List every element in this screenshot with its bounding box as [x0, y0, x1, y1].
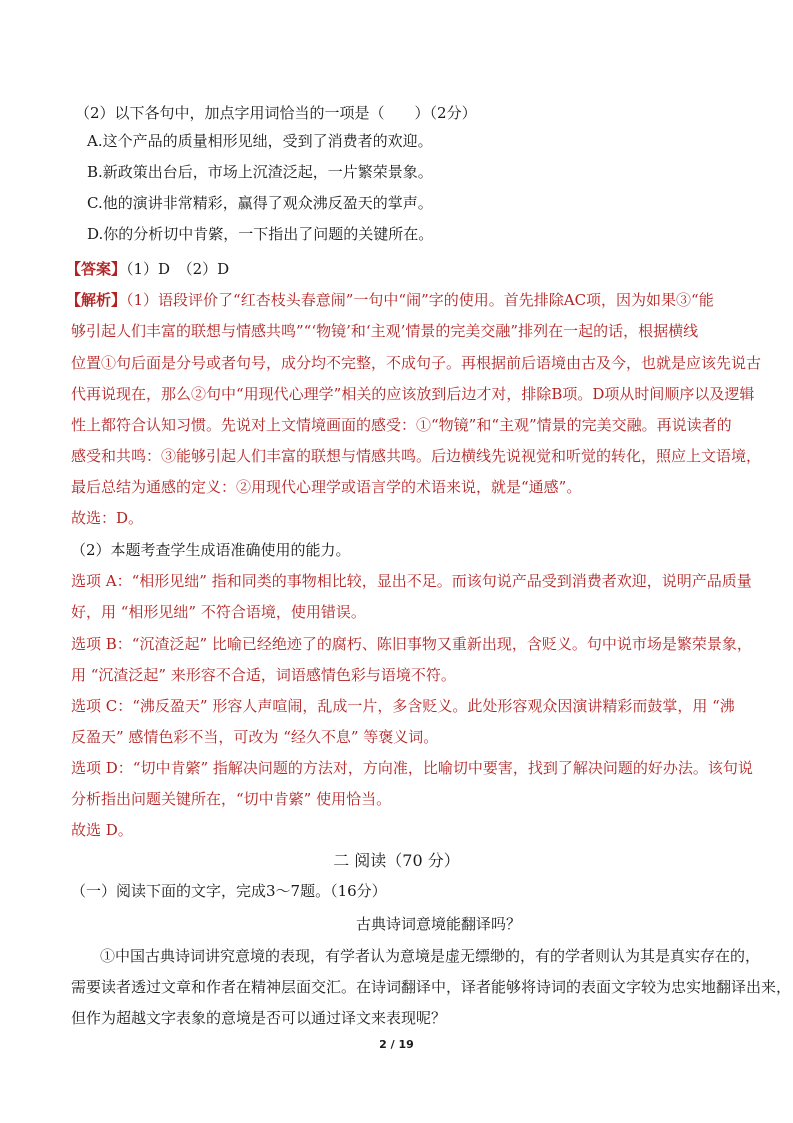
- section-heading: 二 阅读（70 分）: [333, 851, 460, 870]
- answer-tag: 【答案】: [66, 260, 127, 278]
- analysis-line-5: 性上都符合认知习惯。先说对上文情境画面的感受：①“物镜”和“主观”情景的完美交融。再说读者的: [71, 416, 732, 434]
- analysis-line-1: 【解析】（1）语段评价了“红杏枝头春意闹”一句中“闹”字的使用。首先排除AC项，因为如果③“能: [66, 291, 714, 309]
- option-c-explain-1: 选项 C：“沸反盈天” 形容人声喧闹，乱成一片，多含贬义。此处形容观众因演讲精彩而鼓掌，用 “沸: [71, 697, 735, 715]
- analysis-line-7: 最后总结为通感的定义：②用现代心理学或语言学的术语来说，就是“通感”。: [71, 478, 582, 496]
- option-b-explain-1: 选项 B：“沉渣泛起” 比喻已经绝迹了的腐朽、陈旧事物又重新出现，含贬义。句中说市场是繁荣景象，: [71, 635, 752, 653]
- paragraph-line-2: 需要读者透过文章和作者在精神层面交汇。在诗词翻译中，译者能够将诗词的表面文字较为忠实地翻译出来，: [71, 978, 792, 996]
- article-title: 古典诗词意境能翻译吗？: [355, 915, 521, 933]
- option-d-explain-1: 选项 D：“切中肯綮” 指解决问题的方法对，方向准，比喻切中要害，找到了解决问题的好办法。该句说: [71, 759, 753, 777]
- analysis-tag: 【解析】: [66, 291, 127, 309]
- option-c-explain-2: 反盈天” 感情色彩不当，可改为 “经久不息” 等褒义词。: [71, 728, 439, 746]
- page-number: 2 / 19: [379, 1038, 414, 1051]
- analysis-part2-intro: （2）本题考查学生成语准确使用的能力。: [71, 541, 351, 559]
- answer-line: [66, 259, 229, 279]
- option-a-explain-1: 选项 A：“相形见绌” 指和同类的事物相比较，显出不足。而该句说产品受到消费者欢迎，说明产品质量: [71, 572, 752, 590]
- option-b-explain-2: 用 “沉渣泛起” 来形容不合适，词语感情色彩与语境不符。: [71, 666, 456, 684]
- option-a: A.这个产品的质量相形见绌，受到了消费者的欢迎。: [87, 132, 433, 150]
- question-stem: （2）以下各句中，加点字用词恰当的一项是（ ）（2分）: [75, 104, 477, 122]
- analysis-line-4: 代再说现在，那么②句中“用现代心理学”相关的应该放到后边才对，排除B项。D项从时间顺序以及逻辑: [71, 385, 755, 403]
- answer-text: （1）D （2）D: [126, 260, 230, 278]
- choice-2: 故选 D。: [71, 821, 133, 839]
- option-d-explain-2: 分析指出问题关键所在，“切中肯綮” 使用恰当。: [71, 790, 392, 808]
- choice-1: 故选：D。: [71, 509, 144, 527]
- option-a-explain-2: 好，用 “相形见绌” 不符合语境，使用错误。: [71, 603, 366, 621]
- option-b: B.新政策出台后，市场上沉渣泛起，一片繁荣景象。: [87, 163, 433, 181]
- analysis-line-6: 感受和共鸣：③能够引起人们丰富的联想与情感共鸣。后边横线先说视觉和听觉的转化，照应上文语境，: [71, 447, 762, 465]
- option-d: D.你的分析切中肯綮，一下指出了问题的关键所在。: [87, 225, 434, 243]
- option-c: C.他的演讲非常精彩，赢得了观众沸反盈天的掌声。: [87, 194, 433, 212]
- section-subheading: （一）阅读下面的文字，完成3～7题。（16分）: [71, 882, 387, 900]
- analysis-line-2: 够引起人们丰富的联想与情感共鸣”“‘物镜’和‘主观’情景的完美交融”排列在一起的话，根据横线: [71, 322, 699, 340]
- analysis-line-3: 位置①句后面是分号或者句号，成分均不完整，不成句子。再根据前后语境由古及今，也就是应该先说古: [71, 354, 762, 372]
- paragraph-line-3: 但作为超越文字表象的意境是否可以通过译文来表现呢？: [71, 1009, 447, 1027]
- paragraph-line-1: ①中国古典诗词讲究意境的表现，有学者认为意境是虚无缥缈的，有的学者则认为其是真实存在的，: [100, 947, 761, 965]
